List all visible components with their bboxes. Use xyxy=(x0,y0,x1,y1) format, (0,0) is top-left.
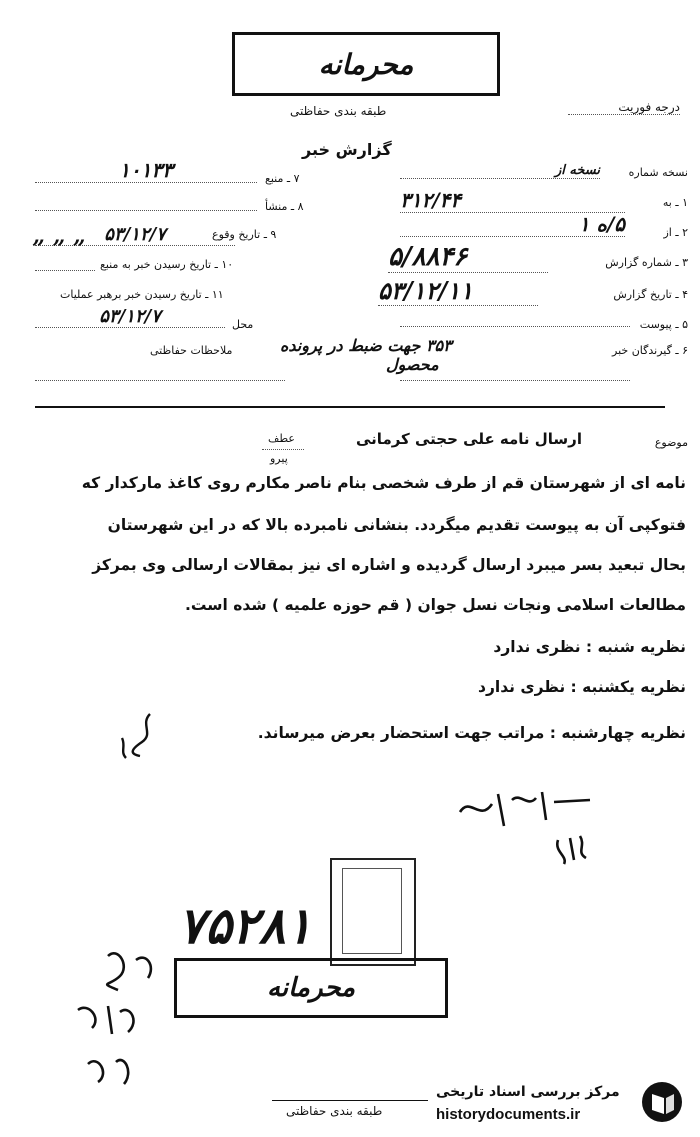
signature-scribble-1 xyxy=(110,708,160,762)
field-location-label: محل xyxy=(232,318,254,331)
handwritten-mark-1: ” ” ” xyxy=(32,236,86,262)
reference-atf-label: عطف xyxy=(268,432,295,445)
opinion-sunday: نظریه یکشنبه : نظری ندارد xyxy=(478,678,686,696)
field-attachment-line xyxy=(400,326,630,327)
body-line: نامه ای از شهرستان قم از طرف شخصی بنام ناصر مکارم روی کاغذ مارکدار که xyxy=(81,474,686,492)
remarks-line xyxy=(35,380,285,381)
reference-divider xyxy=(262,449,304,450)
recipients-value: ۳۵۳ جهت ضبط در پرونده xyxy=(280,336,452,355)
opinion-wednesday: نظریه چهارشنبه : مراتب جهت استحضار بعرض میرساند. xyxy=(257,724,686,742)
remarks-label: ملاحظات حفاظتی xyxy=(150,344,233,357)
priority-label: درجه فوریت xyxy=(568,100,680,115)
field-news-to-source-line xyxy=(35,270,95,271)
field-source-label: ۷ ـ منبع xyxy=(265,172,300,185)
field-copy-number-value: نسخه از xyxy=(400,163,600,179)
vertical-stamp-inner xyxy=(342,868,402,954)
recipients-extra: محصول xyxy=(386,355,439,374)
field-origin-line xyxy=(35,210,257,211)
footer-divider xyxy=(272,1100,428,1101)
body-line: مطالعات اسلامی ونجات نسل جوان ( قم حوزه علمیه ) شده است. xyxy=(185,596,686,614)
signature-date-scribble xyxy=(450,782,600,868)
field-report-date-label: ۴ ـ تاریخ گزارش xyxy=(613,288,688,301)
footer-logo-icon xyxy=(640,1080,684,1124)
field-location-value: ۵۳/۱۲/۷ xyxy=(35,306,225,328)
section-divider xyxy=(35,406,665,408)
classification-label: طبقه بندی حفاظتی xyxy=(290,104,387,118)
top-classification-stamp xyxy=(232,32,500,96)
subject-label: موضوع xyxy=(654,436,688,449)
footer-site-name: مرکز بررسی اسناد تاریخی xyxy=(436,1084,620,1100)
footer-site-url: historydocuments.ir xyxy=(436,1106,581,1123)
body-line: فتوکپی آن به پیوست تقدیم میگردد. بنشانی نامبرده بالا که در این شهرستان xyxy=(107,516,686,534)
field-to-value: ۳۱۲/۴۴ xyxy=(400,188,625,213)
recipients-label: ۶ ـ گیرندگان خبر xyxy=(612,344,688,357)
field-event-date-label: ۹ ـ تاریخ وقوع xyxy=(212,228,277,241)
handwritten-notes-left xyxy=(58,942,168,1112)
vertical-stamp xyxy=(330,858,416,966)
bottom-classification-stamp xyxy=(174,958,448,1018)
field-event-date-value: ۵۳/۱۲/۷ xyxy=(35,224,235,246)
footer-classification-label: طبقه بندی حفاظتی xyxy=(286,1104,383,1118)
field-source-value: ۱۰۱۳۳ xyxy=(35,158,257,183)
field-news-to-leader-label: ۱۱ ـ تاریخ رسیدن خبر برهبر عملیات xyxy=(60,288,224,301)
field-report-number-label: ۳ ـ شماره گزارش xyxy=(605,256,688,269)
top-stamp-text: محرمانه xyxy=(318,47,414,81)
body-line: بحال تبعید بسر میبرد ارسال گردیده و اشاره ای نیز بمقالات ارسالی وی بمرکز xyxy=(92,556,686,574)
field-from-label: ۲ ـ از xyxy=(663,226,688,239)
field-from-value: ۵/ه ۱ xyxy=(400,212,625,237)
recipients-line xyxy=(400,380,630,381)
field-attachment-label: ۵ ـ پیوست xyxy=(639,318,688,331)
bottom-stamp-text: محرمانه xyxy=(266,973,356,1003)
reference-peyro-label: پیرو xyxy=(270,452,288,465)
field-origin-label: ۸ ـ منشأ xyxy=(265,200,304,213)
field-report-date-value: ۵۳/۱۲/۱۱ xyxy=(378,276,538,306)
field-copy-number-label: نسخه شماره xyxy=(628,166,688,179)
subject-value: ارسال نامه علی حجتی کرمانی xyxy=(356,430,582,448)
field-to-label: ۱ ـ به xyxy=(662,196,688,209)
field-report-number-value: ۵/۸۸۴۶ xyxy=(388,242,548,273)
archive-number: ۷۵۲۸۱ xyxy=(178,896,313,955)
field-news-to-source-label: ۱۰ ـ تاریخ رسیدن خبر به منبع xyxy=(100,258,234,271)
opinion-saturday: نظریه شنبه : نظری ندارد xyxy=(493,638,686,656)
report-title: گزارش خبر xyxy=(302,140,392,159)
